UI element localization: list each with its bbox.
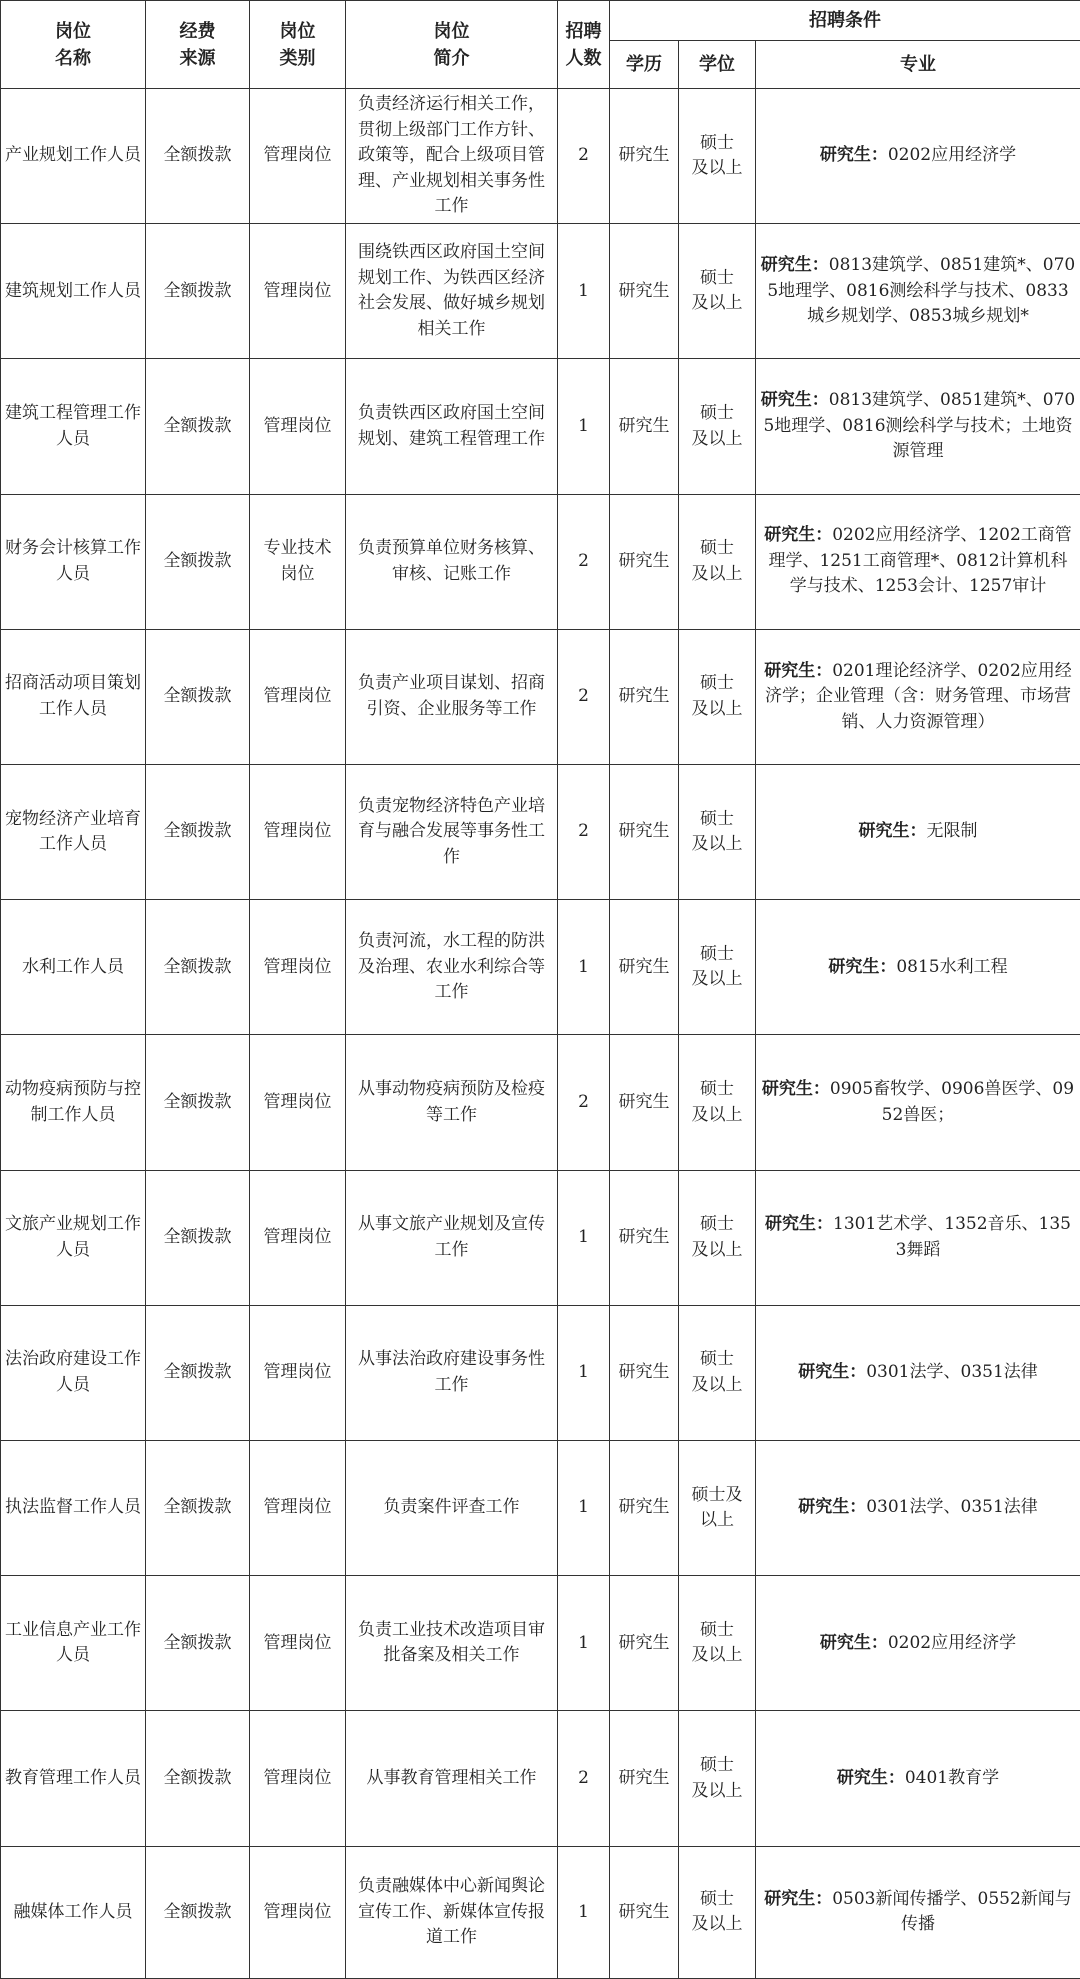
major-label: 研究生：: [765, 1214, 833, 1235]
education-cell: 研究生: [610, 1576, 679, 1711]
hiring-count-cell: 1: [558, 1576, 610, 1711]
major-value: 0401教育学: [904, 1767, 1000, 1788]
major-label: 研究生：: [819, 145, 888, 166]
position-category-cell: 管理岗位: [250, 1576, 346, 1711]
position-category-cell: 管理岗位: [250, 1035, 346, 1170]
major-label: 研究生：: [760, 390, 829, 411]
position-name-cell: 工业信息产业工作人员: [1, 1576, 146, 1711]
major-label: 研究生：: [819, 1632, 888, 1653]
education-cell: 研究生: [610, 765, 679, 900]
position-category-cell: 管理岗位: [250, 1846, 346, 1978]
hiring-count-cell: 1: [558, 224, 610, 359]
major-label: 研究生：: [836, 1767, 905, 1788]
position-name-cell: 产业规划工作人员: [1, 89, 146, 224]
table-row: [1, 1035, 1080, 1170]
major-label: 研究生：: [798, 1362, 867, 1383]
hiring-count-cell: 1: [558, 1846, 610, 1978]
table-row: [1, 89, 1080, 224]
education-cell: 研究生: [610, 629, 679, 764]
header-hiring-count: 招聘 人数: [558, 1, 610, 89]
major-cell: [756, 1035, 1080, 1170]
education-cell: 研究生: [610, 1441, 679, 1576]
position-name-cell: 财务会计核算工作人员: [1, 494, 146, 629]
funding-source-cell: 全额拨款: [146, 224, 250, 359]
table-row: [1, 629, 1080, 764]
position-name-cell: 建筑规划工作人员: [1, 224, 146, 359]
position-description-cell: 围绕铁西区政府国土空间规划工作、为铁西区经济社会发展、做好城乡规划相关工作: [346, 224, 558, 359]
funding-source-cell: 全额拨款: [146, 1711, 250, 1846]
degree-cell: 硕士 及以上: [679, 765, 756, 900]
position-category-cell: 专业技术 岗位: [250, 494, 346, 629]
header-funding-source: 经费 来源: [146, 1, 250, 89]
major-cell: [756, 1711, 1080, 1846]
position-description-cell: 负责铁西区政府国土空间规划、建筑工程管理工作: [346, 359, 558, 494]
funding-source-cell: 全额拨款: [146, 494, 250, 629]
major-label: 研究生：: [761, 1079, 830, 1100]
position-description-cell: 负责案件评查工作: [346, 1441, 558, 1576]
degree-cell: 硕士 及以上: [679, 629, 756, 764]
degree-cell: 硕士 及以上: [679, 359, 756, 494]
position-name-cell: 文旅产业规划工作人员: [1, 1170, 146, 1305]
position-description-cell: 从事法治政府建设事务性工作: [346, 1305, 558, 1440]
degree-cell: 硕士 及以上: [679, 1170, 756, 1305]
table-row: [1, 494, 1080, 629]
education-cell: 研究生: [610, 1170, 679, 1305]
funding-source-cell: 全额拨款: [146, 1576, 250, 1711]
table-row: [1, 1711, 1080, 1846]
funding-source-cell: 全额拨款: [146, 1846, 250, 1978]
degree-cell: 硕士 及以上: [679, 1576, 756, 1711]
major-label: 研究生：: [764, 525, 833, 546]
hiring-count-cell: 2: [558, 1711, 610, 1846]
degree-cell: 硕士 及以上: [679, 89, 756, 224]
degree-cell: 硕士 及以上: [679, 494, 756, 629]
funding-source-cell: 全额拨款: [146, 1035, 250, 1170]
education-cell: 研究生: [610, 1846, 679, 1978]
position-name-cell: 宠物经济产业培育工作人员: [1, 765, 146, 900]
education-cell: 研究生: [610, 494, 679, 629]
funding-source-cell: 全额拨款: [146, 900, 250, 1035]
position-description-cell: 从事动物疫病预防及检疫等工作: [346, 1035, 558, 1170]
funding-source-cell: 全额拨款: [146, 765, 250, 900]
funding-source-cell: 全额拨款: [146, 359, 250, 494]
degree-cell: 硕士 及以上: [679, 1846, 756, 1978]
major-cell: [756, 359, 1080, 494]
major-value: 0905畜牧学、0906兽医学、0952兽医；: [829, 1079, 1075, 1125]
major-cell: [756, 1846, 1080, 1978]
table-row: [1, 1305, 1080, 1440]
header-recruitment-conditions: 招聘条件: [610, 1, 1080, 41]
major-label: 研究生：: [828, 956, 897, 977]
hiring-count-cell: 2: [558, 629, 610, 764]
major-value: 1301艺术学、1352音乐、1353舞蹈: [833, 1214, 1071, 1260]
hiring-count-cell: 2: [558, 1035, 610, 1170]
table-row: [1, 1441, 1080, 1576]
hiring-count-cell: 1: [558, 900, 610, 1035]
major-value: 0813建筑学、0851建筑*、0705地理学、0816测绘科学与技术；土地资源管理: [763, 390, 1076, 462]
position-description-cell: 从事教育管理相关工作: [346, 1711, 558, 1846]
position-name-cell: 融媒体工作人员: [1, 1846, 146, 1978]
position-description-cell: 负责经济运行相关工作，贯彻上级部门工作方针、政策等，配合上级项目管理、产业规划相关事务性工作: [346, 89, 558, 224]
position-name-cell: 建筑工程管理工作人员: [1, 359, 146, 494]
position-category-cell: 管理岗位: [250, 224, 346, 359]
major-value: 0813建筑学、0851建筑*、0705地理学、0816测绘科学与技术、0833城乡规划学、0853城乡规划*: [767, 255, 1076, 327]
hiring-count-cell: 2: [558, 494, 610, 629]
funding-source-cell: 全额拨款: [146, 1305, 250, 1440]
degree-cell: 硕士 及以上: [679, 900, 756, 1035]
major-label: 研究生：: [764, 1888, 833, 1909]
header-position-category: 岗位 类别: [250, 1, 346, 89]
position-category-cell: 管理岗位: [250, 900, 346, 1035]
major-cell: [756, 1170, 1080, 1305]
degree-cell: 硕士 及以上: [679, 1711, 756, 1846]
table-row: [1, 1170, 1080, 1305]
major-label: 研究生：: [798, 1497, 867, 1518]
table-row: [1, 359, 1080, 494]
education-cell: 研究生: [610, 1035, 679, 1170]
position-name-cell: 执法监督工作人员: [1, 1441, 146, 1576]
major-cell: [756, 765, 1080, 900]
position-name-cell: 法治政府建设工作人员: [1, 1305, 146, 1440]
major-cell: [756, 1305, 1080, 1440]
education-cell: 研究生: [610, 1305, 679, 1440]
table-row: [1, 1576, 1080, 1711]
major-cell: [756, 89, 1080, 224]
position-description-cell: 负责融媒体中心新闻舆论宣传工作、新媒体宣传报道工作: [346, 1846, 558, 1978]
funding-source-cell: 全额拨款: [146, 1441, 250, 1576]
header-major: 专业: [756, 41, 1080, 89]
funding-source-cell: 全额拨款: [146, 1170, 250, 1305]
table-body: [1, 89, 1080, 1979]
hiring-count-cell: 1: [558, 1170, 610, 1305]
major-value: 0301法学、0351法律: [866, 1362, 1038, 1383]
position-description-cell: 负责宠物经济特色产业培育与融合发展等事务性工作: [346, 765, 558, 900]
degree-cell: 硕士 及以上: [679, 1305, 756, 1440]
position-category-cell: 管理岗位: [250, 359, 346, 494]
header-education: 学历: [610, 41, 679, 89]
table-row: [1, 900, 1080, 1035]
position-category-cell: 管理岗位: [250, 1305, 346, 1440]
table-row: [1, 765, 1080, 900]
position-description-cell: 负责河流，水工程的防洪及治理、农业水利综合等工作: [346, 900, 558, 1035]
major-label: 研究生：: [760, 255, 829, 276]
position-category-cell: 管理岗位: [250, 1170, 346, 1305]
education-cell: 研究生: [610, 224, 679, 359]
funding-source-cell: 全额拨款: [146, 89, 250, 224]
major-label: 研究生：: [764, 660, 833, 681]
education-cell: 研究生: [610, 359, 679, 494]
table-row: [1, 1846, 1080, 1978]
degree-cell: 硕士 及以上: [679, 1035, 756, 1170]
table-row: [1, 224, 1080, 359]
degree-cell: 硕士 及以上: [679, 224, 756, 359]
hiring-count-cell: 1: [558, 1441, 610, 1576]
position-description-cell: 负责预算单位财务核算、审核、记账工作: [346, 494, 558, 629]
position-description-cell: 从事文旅产业规划及宣传工作: [346, 1170, 558, 1305]
position-description-cell: 负责产业项目谋划、招商引资、企业服务等工作: [346, 629, 558, 764]
position-category-cell: 管理岗位: [250, 89, 346, 224]
hiring-count-cell: 2: [558, 89, 610, 224]
education-cell: 研究生: [610, 1711, 679, 1846]
major-value: 0815水利工程: [896, 956, 1008, 977]
position-name-cell: 教育管理工作人员: [1, 1711, 146, 1846]
position-category-cell: 管理岗位: [250, 765, 346, 900]
position-name-cell: 动物疫病预防与控制工作人员: [1, 1035, 146, 1170]
header-position-name: 岗位 名称: [1, 1, 146, 89]
major-value: 无限制: [926, 821, 978, 842]
major-cell: [756, 629, 1080, 764]
header-position-description: 岗位 简介: [346, 1, 558, 89]
position-category-cell: 管理岗位: [250, 1441, 346, 1576]
hiring-count-cell: 2: [558, 765, 610, 900]
funding-source-cell: 全额拨款: [146, 629, 250, 764]
major-value: 0202应用经济学: [887, 1632, 1017, 1653]
degree-cell: 硕士及 以上: [679, 1441, 756, 1576]
hiring-count-cell: 1: [558, 1305, 610, 1440]
position-description-cell: 负责工业技术改造项目审批备案及相关工作: [346, 1576, 558, 1711]
major-value: 0503新闻传播学、0552新闻与传播: [832, 1888, 1072, 1935]
education-cell: 研究生: [610, 89, 679, 224]
major-cell: [756, 1441, 1080, 1576]
header-degree: 学位: [679, 41, 756, 89]
hiring-count-cell: 1: [558, 359, 610, 494]
major-value: 0201理论经济学、0202应用经济学；企业管理（含：财务管理、市场营销、人力资源管理）: [765, 660, 1072, 732]
position-name-cell: 招商活动项目策划工作人员: [1, 629, 146, 764]
major-label: 研究生：: [858, 821, 927, 842]
major-value: 0202应用经济学、1202工商管理学、1251工商管理*、0812计算机科学与技术、1253会计、1257审计: [768, 525, 1072, 597]
education-cell: 研究生: [610, 900, 679, 1035]
major-cell: [756, 224, 1080, 359]
position-name-cell: 水利工作人员: [1, 900, 146, 1035]
position-category-cell: 管理岗位: [250, 1711, 346, 1846]
major-cell: [756, 1576, 1080, 1711]
major-value: 0202应用经济学: [887, 145, 1017, 166]
major-cell: [756, 494, 1080, 629]
major-cell: [756, 900, 1080, 1035]
major-value: 0301法学、0351法律: [866, 1497, 1038, 1518]
position-category-cell: 管理岗位: [250, 629, 346, 764]
